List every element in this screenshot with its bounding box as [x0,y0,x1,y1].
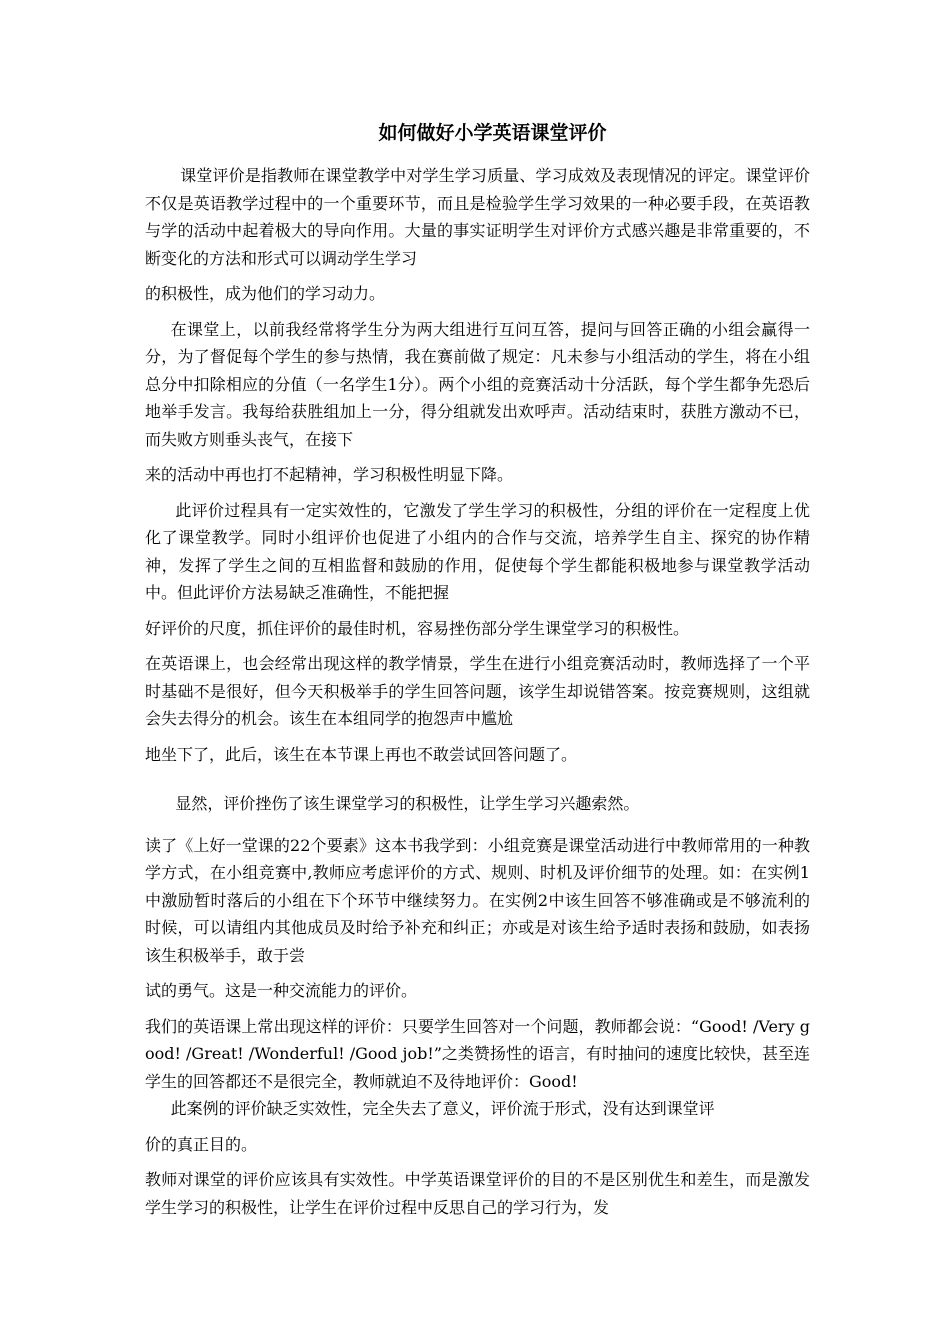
paragraph-6-text: 读了《上好一堂课的22个要素》这本书我学到：小组竞赛是课堂活动进行中教师常用的一种教学方式，在小组竞赛中,教师应考虑评价的方式、规则、时机及评价细节的处理。如：在实例1中激励暂时落后的小组在下个环节中继续努力。在实例2中该生回答不够准确或是不够流利的时候，可以请组内其他成员及时给予补充和纠正；亦或是对该生给予适时表扬和鼓励，如表扬该生积极举手，敢于尝 [145,835,810,965]
paragraph-1-text: 课堂评价是指教师在课堂教学中对学生学习质量、学习成效及表现情况的评定。课堂评价不仅是英语教学过程中的一个重要环节，而且是检验学生学习效果的一种必要手段，在英语教与学的活动中起着极大的导向作用。大量的事实证明学生对评价方式感兴趣是非常重要的，不断变化的方法和形式可以调动学生学习 [145,166,810,268]
paragraph-4-tail: 地坐下了，此后，该生在本节课上再也不敢尝试回答问题了。 [145,744,578,764]
paragraph-8 [145,1095,810,1158]
paragraph-3-text: 此评价过程具有一定实效性的，它激发了学生学习的积极性，分组的评价在一定程度上优化了课堂教学。同时小组评价也促进了小组内的合作与交流，培养学生自主、探究的协作精神，发挥了学生之间的互相监督和鼓励的作用，促使每个学生都能积极地参与课堂教学活动中。但此评价方法易缺乏准确性，不能把握 [145,500,810,602]
paragraph-9: 教师对课堂的评价应该具有实效性。中学英语课堂评价的目的不是区别优生和差生，而是激发学生学习的积极性，让学生在评价过程中反思自己的学习行为，发 [145,1170,810,1217]
paragraph-2-text: 在课堂上，以前我经常将学生分为两大组进行互问互答，提问与回答正确的小组会赢得一分，为了督促每个学生的参与热情，我在赛前做了规定：凡未参与小组活动的学生，将在小组总分中扣除相应的分值（一名学生1分）。两个小组的竞赛活动十分活跃，每个学生都争先恐后地举手发言。我每给获胜组加上一分，得分组就发出欢呼声。活动结束时，获胜方激动不已，而失败方则垂头丧气，在接下 [145,319,810,449]
paragraph-2-tail: 来的活动中再也打不起精神，学习积极性明显下降。 [145,465,514,484]
paragraph-3 [145,497,810,643]
paragraph-2 [145,316,810,489]
paragraph-8-tail: 价的真正目的。 [145,1134,258,1154]
paragraph-7: 我们的英语课上常出现这样的评价：只要学生回答对一个问题，教师都会说：“Good! /Very good! /Great! /Wonderful! /Good job!”之类赞扬性的语言，有时抽问的速度比较快，甚至连学生的回答都还不是很完全，教师就迫不及待地评价：Good! [145,1016,810,1091]
document-title: 如何做好小学英语课堂评价 [378,122,607,144]
paragraph-1-tail: 的积极性，成为他们的学习动力。 [145,284,386,303]
paragraph-1 [145,162,810,308]
paragraph-6-tail: 试的勇气。这是一种交流能力的评价。 [145,981,418,1000]
paragraph-4 [145,650,810,768]
paragraph-8-text: 此案例的评价缺乏实效性，完全失去了意义，评价流于形式，没有达到课堂评 [170,1099,715,1118]
document-page [145,118,810,1221]
paragraph-3-tail: 好评价的尺度，抓住评价的最佳时机，容易挫伤部分学生课堂学习的积极性。 [145,618,690,638]
paragraph-6 [145,832,810,1005]
paragraph-5: 显然，评价挫伤了该生课堂学习的积极性，让学生学习兴趣索然。 [175,794,640,813]
paragraph-4-text: 在英语课上，也会经常出现这样的教学情景，学生在进行小组竞赛活动时，教师选择了一个平时基础不是很好，但今天积极举手的学生回答问题，该学生却说错答案。按竞赛规则，这组就会失去得分的机会。该生在本组同学的抱怨声中尴尬 [145,654,810,728]
